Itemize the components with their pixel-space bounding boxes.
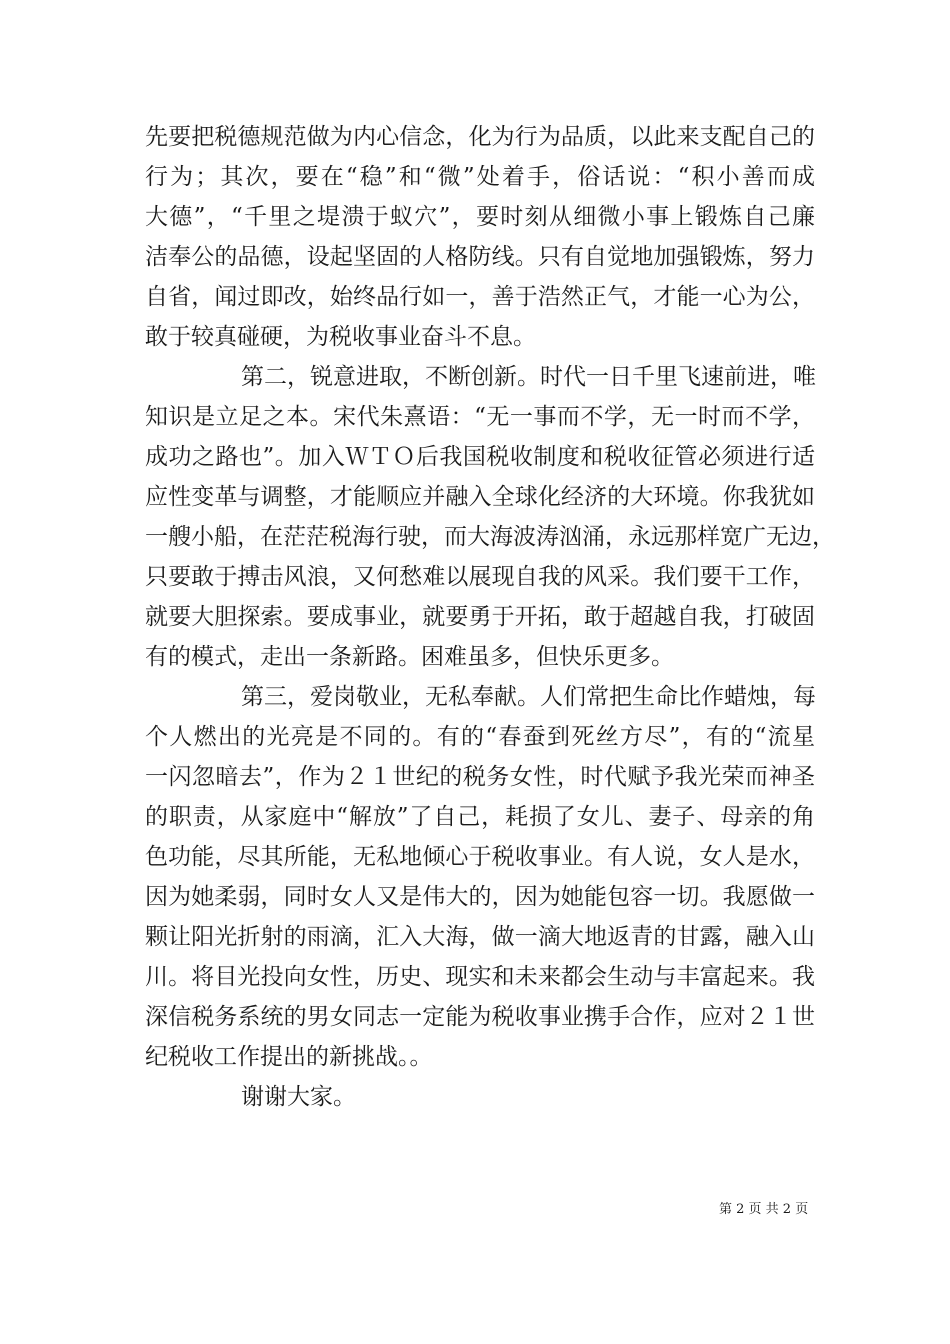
text-line: 只要敢于搏击风浪，又何愁难以展现自我的风采。我们要干工作， — [145, 564, 815, 590]
text-line: 洁奉公的品德，设起坚固的人格防线。只有自觉地加强锻炼，努力 — [145, 244, 815, 270]
text-line: 行为；其次，要在“稳”和“微”处着手，俗话说：“积小善而成 — [145, 164, 815, 190]
text-line: 成功之路也”。加入ＷＴＯ后我国税收制度和税收征管必须进行适 — [145, 444, 815, 470]
text-line: 一艘小船，在茫茫税海行驶，而大海波涛汹涌，永远那样宽广无边， — [145, 524, 835, 550]
text-line: 先要把税德规范做为内心信念，化为行为品质，以此来支配自己的 — [145, 124, 815, 150]
text-line: 谢谢大家。 — [241, 1084, 356, 1110]
text-line: 第三，爱岗敬业，无私奉献。人们常把生命比作蜡烛，每 — [241, 684, 816, 710]
text-line: 第二，锐意进取，不断创新。时代一日千里飞速前进，唯 — [241, 364, 816, 390]
text-line: 色功能，尽其所能，无私地倾心于税收事业。有人说，女人是水， — [145, 844, 815, 870]
text-line: 就要大胆探索。要成事业，就要勇于开拓，敢于超越自我，打破固 — [145, 604, 815, 630]
text-line: 因为她柔弱，同时女人又是伟大的，因为她能包容一切。我愿做一 — [145, 884, 815, 910]
text-line: 自省，闻过即改，始终品行如一，善于浩然正气，才能一心为公， — [145, 284, 815, 310]
text-line: 颗让阳光折射的雨滴，汇入大海，做一滴大地返青的甘露，融入山 — [145, 924, 815, 950]
text-line: 深信税务系统的男女同志一定能为税收事业携手合作，应对２１世 — [145, 1004, 815, 1030]
body-text — [145, 117, 835, 1117]
page-number-footer: 第 2 页 共 2 页 — [719, 1202, 809, 1217]
text-line: 有的模式，走出一条新路。困难虽多，但快乐更多。 — [145, 644, 674, 670]
text-line: 纪税收工作提出的新挑战。。 — [145, 1044, 433, 1070]
text-line: 大德”，“千里之堤溃于蚁穴”，要时刻从细微小事上锻炼自己廉 — [145, 204, 815, 230]
text-line: 个人燃出的光亮是不同的。有的“春蚕到死丝方尽”，有的“流星 — [145, 724, 815, 750]
text-line: 知识是立足之本。宋代朱熹语：“无一事而不学，无一时而不学， — [145, 404, 815, 430]
text-line: 一闪忽暗去”，作为２１世纪的税务女性，时代赋予我光荣而神圣 — [145, 764, 815, 790]
text-line: 应性变革与调整，才能顺应并融入全球化经济的大环境。你我犹如 — [145, 484, 815, 510]
text-line: 川。将目光投向女性，历史、现实和未来都会生动与丰富起来。我 — [145, 964, 815, 990]
text-line: 敢于较真碰硬，为税收事业奋斗不息。 — [145, 324, 536, 350]
text-line: 的职责，从家庭中“解放”了自己，耗损了女儿、妻子、母亲的角 — [145, 804, 815, 830]
